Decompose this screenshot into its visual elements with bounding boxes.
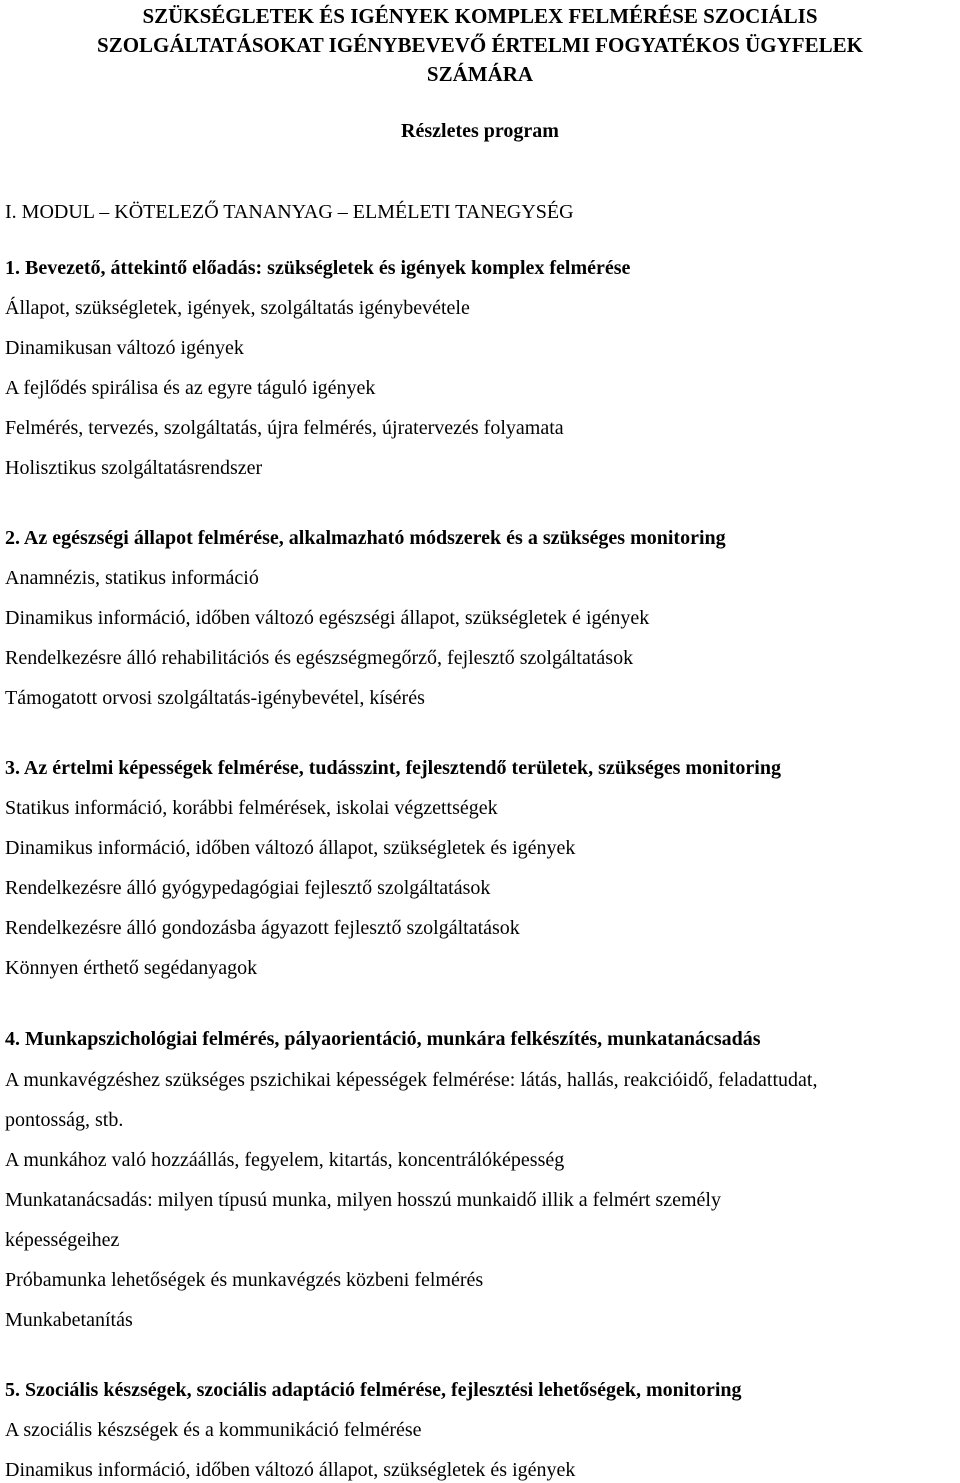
section-4-line: A munkavégzéshez szükséges pszichikai képességek felmérése: látás, hallás, reakcióidő, feladattudat,: [5, 1069, 818, 1091]
section-3-line: Könnyen érthető segédanyagok: [5, 957, 258, 979]
section-1-heading: 1. Bevezető, áttekintő előadás: szükségletek és igények komplex felmérése: [5, 257, 631, 279]
section-2-line: Támogatott orvosi szolgáltatás-igénybevétel, kísérés: [5, 687, 425, 709]
section-4-line: Munkabetanítás: [5, 1309, 133, 1331]
document-subtitle: Részletes program: [401, 120, 559, 142]
section-2-line: Anamnézis, statikus információ: [5, 567, 259, 589]
section-4-heading: 4. Munkapszichológiai felmérés, pályaorientáció, munkára felkészítés, munkatanácsadás: [5, 1028, 761, 1050]
section-1-line: Állapot, szükségletek, igények, szolgáltatás igénybevétele: [5, 297, 470, 319]
section-3-line: Dinamikus információ, időben változó állapot, szükségletek és igények: [5, 837, 576, 859]
section-4-line: A munkához való hozzáállás, fegyelem, kitartás, koncentrálóképesség: [5, 1149, 565, 1171]
section-3-line: Statikus információ, korábbi felmérések, iskolai végzettségek: [5, 797, 498, 819]
section-2-heading: 2. Az egészségi állapot felmérése, alkalmazható módszerek és a szükséges monitoring: [5, 527, 726, 549]
section-5-line: Dinamikus információ, időben változó állapot, szükségletek és igények: [5, 1459, 576, 1481]
section-3-line: Rendelkezésre álló gondozásba ágyazott fejlesztő szolgáltatások: [5, 917, 520, 939]
section-4-line: Munkatanácsadás: milyen típusú munka, milyen hosszú munkaidő illik a felmért személy: [5, 1189, 721, 1211]
section-4-line: Próbamunka lehetőségek és munkavégzés közbeni felmérés: [5, 1269, 484, 1291]
document-title-line-1: SZÜKSÉGLETEK ÉS IGÉNYEK KOMPLEX FELMÉRÉSE SZOCIÁLIS: [142, 4, 818, 28]
section-1-line: Dinamikusan változó igények: [5, 337, 244, 359]
section-4-line: képességeihez: [5, 1229, 120, 1251]
section-2-line: Dinamikus információ, időben változó egészségi állapot, szükségletek é igények: [5, 607, 650, 629]
section-4-line: pontosság, stb.: [5, 1109, 124, 1131]
section-2-line: Rendelkezésre álló rehabilitációs és egészségmegőrző, fejlesztő szolgáltatások: [5, 647, 634, 669]
section-5-line: A szociális készségek és a kommunikáció felmérése: [5, 1419, 422, 1441]
section-1-line: A fejlődés spirálisa és az egyre táguló igények: [5, 377, 376, 399]
document-title-line-2: SZOLGÁLTATÁSOKAT IGÉNYBEVEVŐ ÉRTELMI FOGYATÉKOS ÜGYFELEK: [97, 33, 863, 57]
module-heading: I. MODUL – KÖTELEZŐ TANANYAG – ELMÉLETI TANEGYSÉG: [5, 201, 574, 223]
section-3-heading: 3. Az értelmi képességek felmérése, tudásszint, fejlesztendő területek, szükséges monitoring: [5, 757, 781, 779]
section-5-heading: 5. Szociális készségek, szociális adaptáció felmérése, fejlesztési lehetőségek, monitoring: [5, 1379, 742, 1401]
document-title-line-3: SZÁMÁRA: [426, 62, 534, 86]
section-1-line: Felmérés, tervezés, szolgáltatás, újra felmérés, újratervezés folyamata: [5, 417, 564, 439]
section-3-line: Rendelkezésre álló gyógypedagógiai fejlesztő szolgáltatások: [5, 877, 491, 899]
section-1-line: Holisztikus szolgáltatásrendszer: [5, 457, 263, 479]
